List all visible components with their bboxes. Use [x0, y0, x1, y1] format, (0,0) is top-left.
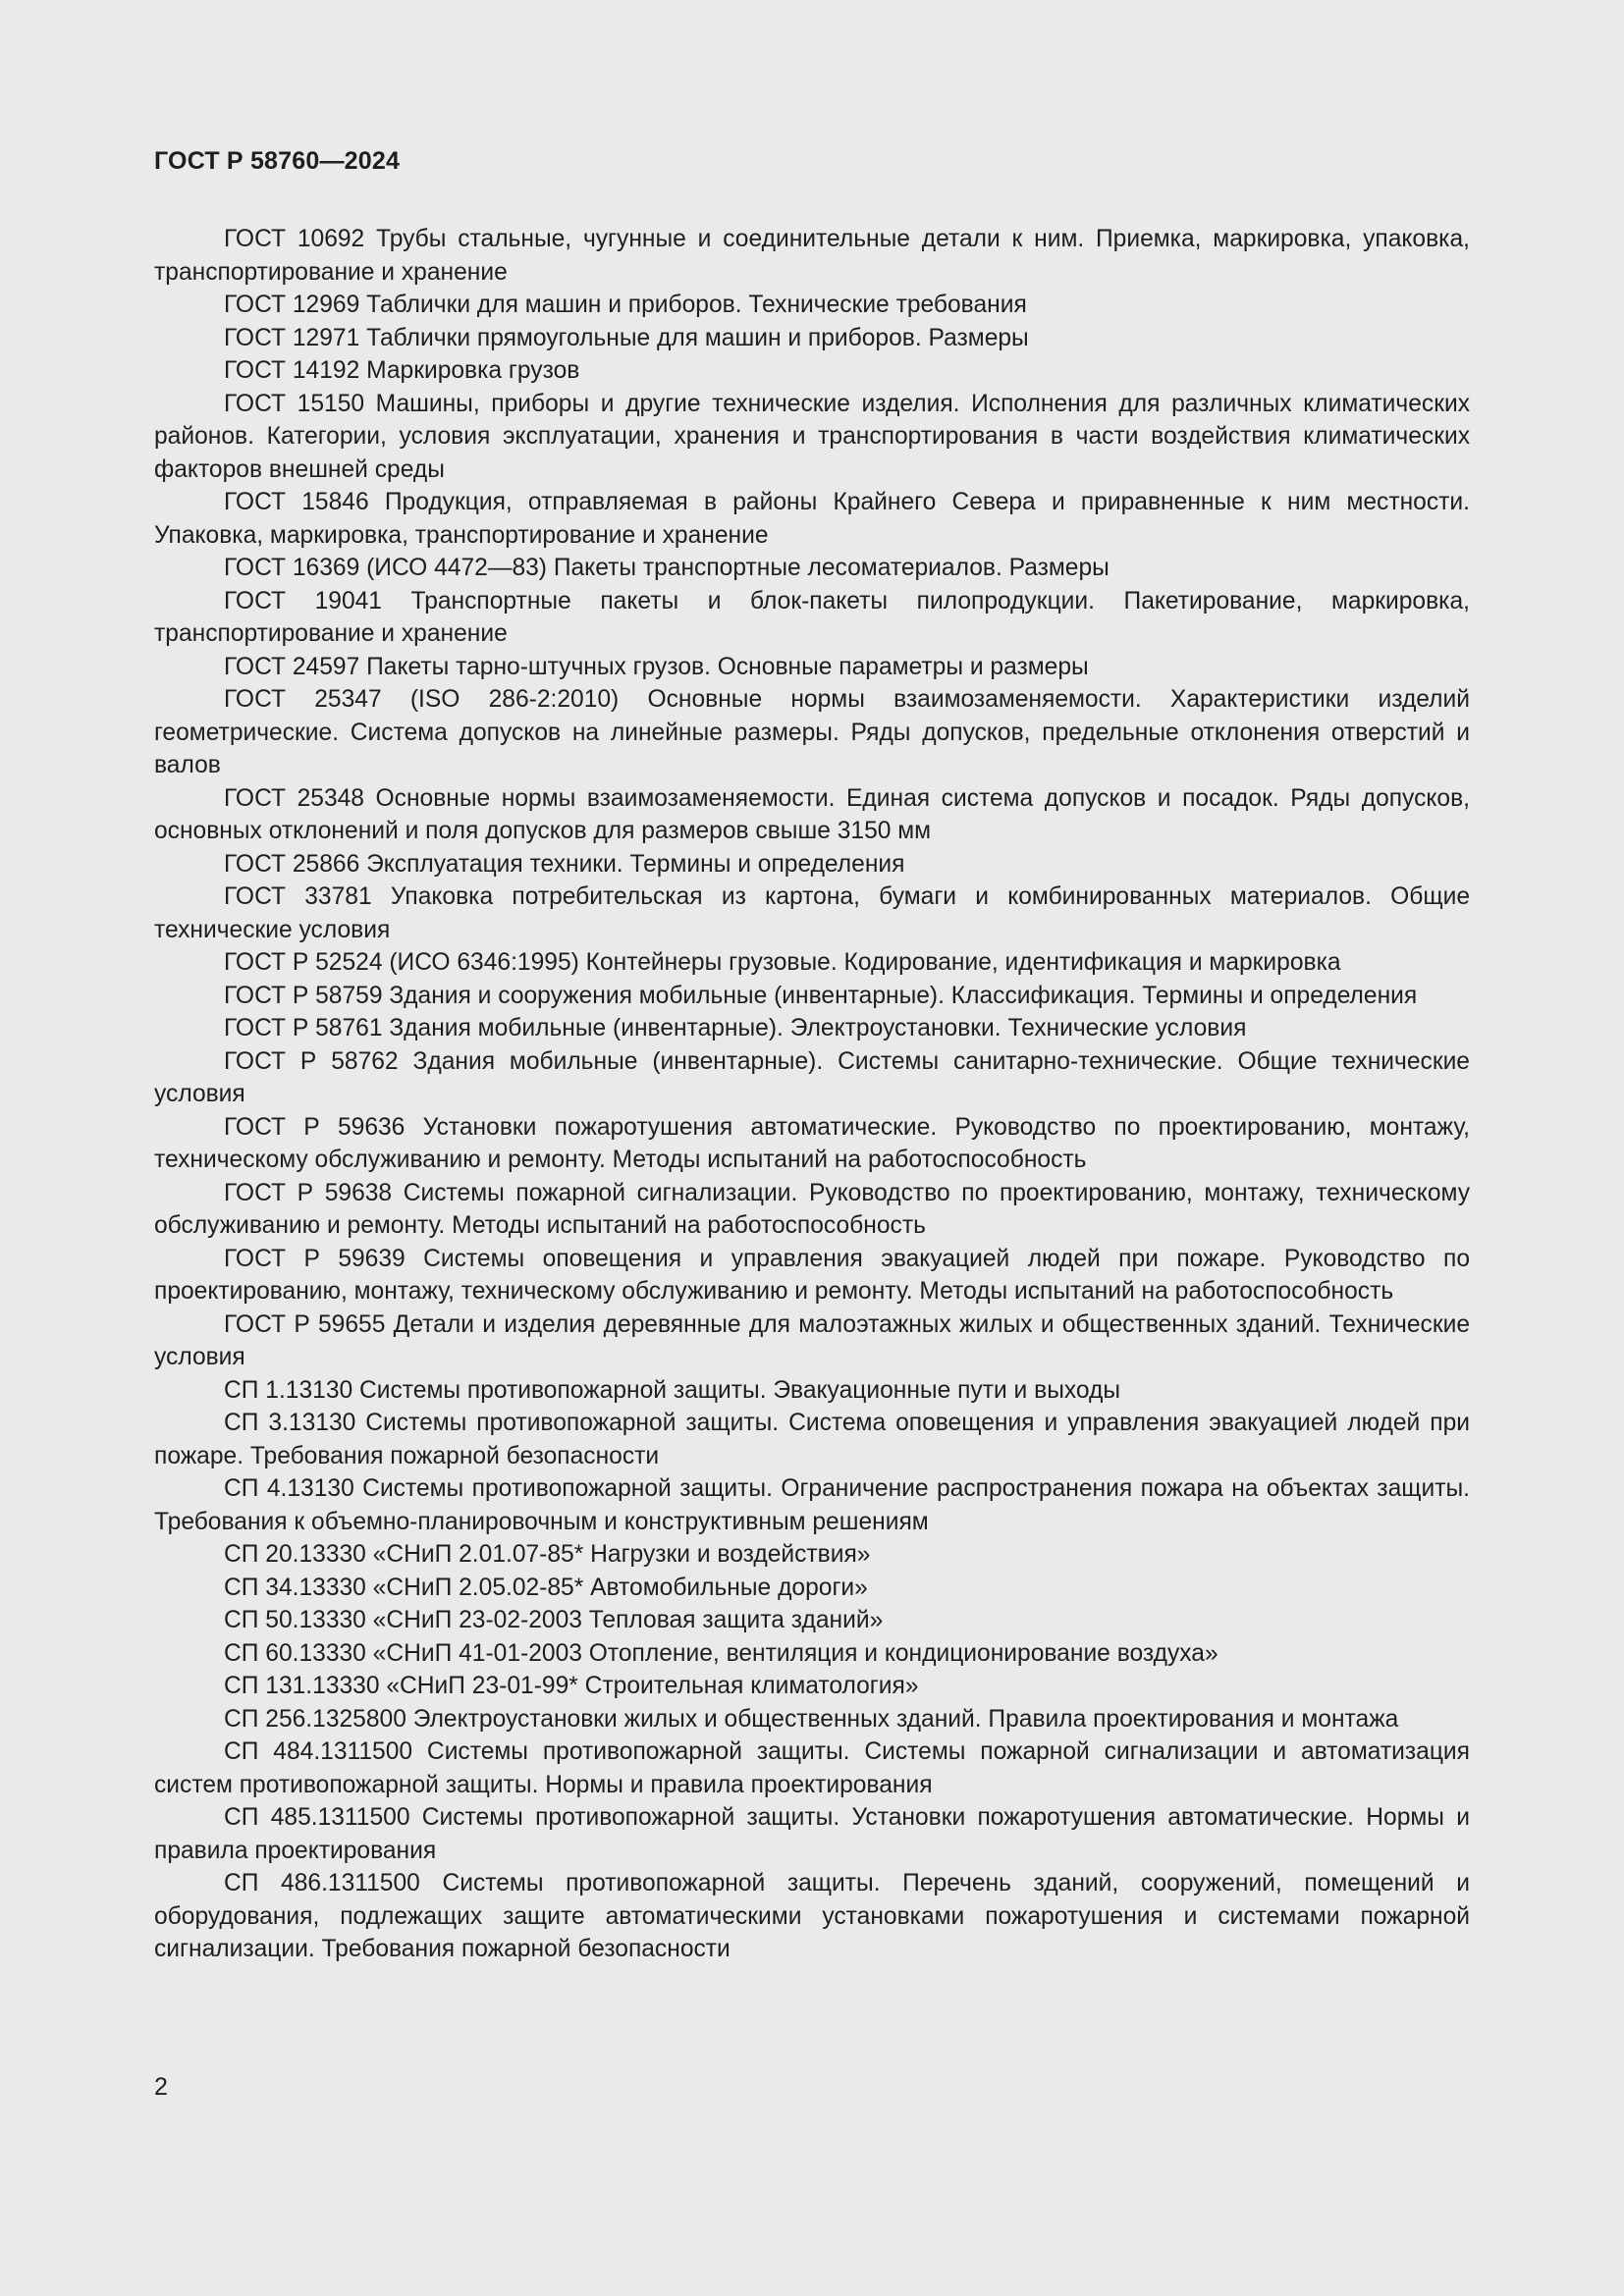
reference-item: ГОСТ 15150 Машины, приборы и другие технические изделия. Исполнения для различных климатических районов. Категории, условия эксплуатации, хранения и транспортирования в части воздействия климатических факторов внешней среды: [154, 390, 1470, 483]
reference-item: СП 1.13130 Системы противопожарной защиты. Эвакуационные пути и выходы: [224, 1376, 1121, 1404]
reference-item: ГОСТ 24597 Пакеты тарно-штучных грузов. Основные параметры и размеры: [224, 653, 1089, 680]
reference-item: ГОСТ Р 59638 Системы пожарной сигнализации. Руководство по проектированию, монтажу, техническому обслуживанию и ремонту. Методы испытаний на работоспособность: [154, 1179, 1470, 1239]
reference-item: СП 485.1311500 Системы противопожарной защиты. Установки пожаротушения автоматические. Нормы и правила проектирования: [154, 1804, 1470, 1864]
reference-item: ГОСТ 33781 Упаковка потребительская из картона, бумаги и комбинированных материалов. Общие технические условия: [154, 883, 1470, 943]
normative-references-list: [154, 223, 1470, 1966]
reference-item: ГОСТ 25866 Эксплуатация техники. Термины и определения: [224, 850, 905, 878]
reference-item: ГОСТ Р 58761 Здания мобильные (инвентарные). Электроустановки. Технические условия: [224, 1015, 1247, 1041]
reference-item: ГОСТ 25348 Основные нормы взаимозаменяемости. Единая система допусков и посадок. Ряды допусков, основных отклонений и поля допусков для размеров свыше 3150 мм: [154, 784, 1470, 844]
reference-item: СП 50.13330 «СНиП 23-02-2003 Тепловая защита зданий»: [224, 1607, 884, 1633]
reference-item: СП 20.13330 «СНиП 2.01.07-85* Нагрузки и воздействия»: [224, 1541, 871, 1568]
reference-item: ГОСТ 16369 (ИСО 4472—83) Пакеты транспортные лесоматериалов. Размеры: [224, 555, 1110, 581]
reference-item: ГОСТ Р 52524 (ИСО 6346:1995) Контейнеры грузовые. Кодирование, идентификация и маркировка: [224, 949, 1341, 976]
reference-item: ГОСТ Р 58759 Здания и сооружения мобильные (инвентарные). Классификация. Термины и определения: [224, 982, 1418, 1009]
reference-item: ГОСТ 12969 Таблички для машин и приборов. Технические требования: [224, 292, 1027, 318]
reference-item: ГОСТ 14192 Маркировка грузов: [224, 357, 580, 384]
reference-item: СП 4.13130 Системы противопожарной защиты. Ограничение распространения пожара на объектах защиты. Требования к объемно-планировочным и конструктивным решениям: [154, 1475, 1470, 1535]
reference-item: ГОСТ Р 58762 Здания мобильные (инвентарные). Системы санитарно-технические. Общие технические условия: [154, 1047, 1470, 1107]
page-number: 2: [154, 2073, 168, 2101]
reference-item: ГОСТ Р 59639 Системы оповещения и управления эвакуацией людей при пожаре. Руководство по проектированию, монтажу, техническому обслуживанию и ремонту. Методы испытаний на работоспособность: [154, 1245, 1470, 1305]
reference-item: СП 486.1311500 Системы противопожарной защиты. Перечень зданий, сооружений, помещений и оборудования, подлежащих защите автоматическими установками пожаротушения и системами пожарной сигнализации. Требования пожарной безопасности: [154, 1870, 1470, 1962]
reference-item: ГОСТ 25347 (ISO 286-2:2010) Основные нормы взаимозаменяемости. Характеристики изделий геометрические. Система допусков на линейные размеры. Ряды допусков, предельные отклонения отверстий и валов: [154, 686, 1470, 778]
reference-item: СП 60.13330 «СНиП 41-01-2003 Отопление, вентиляция и кондиционирование воздуха»: [224, 1639, 1218, 1667]
reference-item: ГОСТ 12971 Таблички прямоугольные для машин и приборов. Размеры: [224, 324, 1029, 351]
reference-item: СП 34.13330 «СНиП 2.05.02-85* Автомобильные дороги»: [224, 1574, 868, 1601]
reference-item: ГОСТ 15846 Продукция, отправляемая в районы Крайнего Севера и приравненные к ним местности. Упаковка, маркировка, транспортирование и хранение: [154, 489, 1470, 549]
document-header: ГОСТ Р 58760—2024: [154, 147, 401, 175]
reference-item: СП 484.1311500 Системы противопожарной защиты. Системы пожарной сигнализации и автоматизация систем противопожарной защиты. Нормы и правила проектирования: [154, 1738, 1470, 1798]
reference-item: ГОСТ 19041 Транспортные пакеты и блок-пакеты пилопродукции. Пакетирование, маркировка, транспортирование и хранение: [154, 587, 1470, 647]
reference-item: ГОСТ Р 59655 Детали и изделия деревянные для малоэтажных жилых и общественных зданий. Технические условия: [154, 1310, 1470, 1370]
reference-item: ГОСТ Р 59636 Установки пожаротушения автоматические. Руководство по проектированию, монтажу, техническому обслуживанию и ремонту. Методы испытаний на работоспособность: [154, 1113, 1470, 1173]
reference-item: СП 3.13130 Системы противопожарной защиты. Система оповещения и управления эвакуацией людей при пожаре. Требования пожарной безопасности: [154, 1410, 1470, 1469]
reference-item: ГОСТ 10692 Трубы стальные, чугунные и соединительные детали к ним. Приемка, маркировка, упаковка, транспортирование и хранение: [154, 226, 1470, 286]
reference-item: СП 256.1325800 Электроустановки жилых и общественных зданий. Правила проектирования и монтажа: [224, 1705, 1399, 1733]
reference-item: СП 131.13330 «СНиП 23-01-99* Строительная климатология»: [224, 1673, 919, 1699]
